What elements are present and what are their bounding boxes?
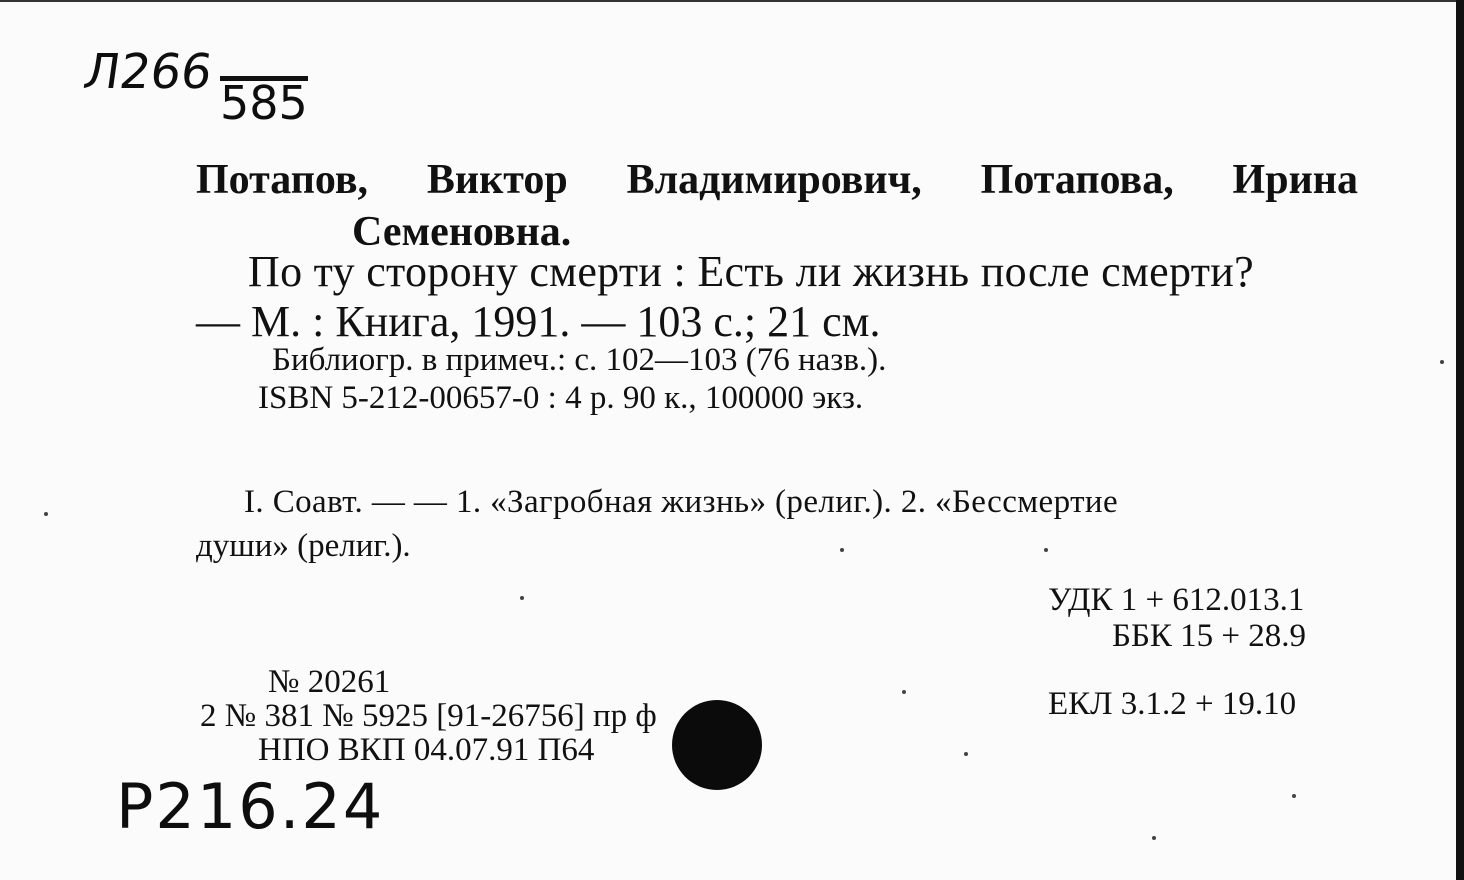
title-statement: По ту сторону смерти : Есть ли жизнь после смерти? [248, 247, 1254, 296]
handwritten-classmark: Р216.24 [116, 770, 385, 843]
bibliography-note: Библиогр. в примеч.: с. 102—103 (76 назв.). [272, 342, 887, 378]
author-heading [196, 156, 1358, 204]
handwritten-number [220, 76, 308, 130]
speck [1044, 548, 1048, 552]
handwritten-shelfmark: Л266 [80, 44, 216, 100]
speck [902, 690, 906, 694]
author-patronymic: Владимирович, [626, 157, 922, 203]
coauthor-patronymic: Семеновна. [352, 209, 572, 255]
speck [1152, 836, 1156, 840]
ekl-code: ЕКЛ 3.1.2 + 19.10 [1048, 686, 1297, 722]
punch-hole [672, 700, 762, 790]
author-surname: Потапов, [196, 157, 369, 203]
right-edge [1456, 0, 1464, 880]
speck [44, 512, 48, 516]
top-edge [0, 0, 1464, 2]
isbn-line: ISBN 5-212-00657-0 : 4 р. 90 к., 100000 экз. [258, 380, 864, 416]
coauthor-surname: Потапова, [980, 157, 1174, 203]
npo-line: НПО ВКП 04.07.91 П64 [258, 732, 595, 768]
speck [964, 752, 968, 756]
author-given: Виктор [426, 157, 568, 203]
subject-tracings: I. Соавт. — — 1. «Загробная жизнь» (религ.). 2. «Бессмертие [244, 484, 1118, 520]
coauthor-given: Ирина [1232, 157, 1358, 203]
print-run-line: 2 № 381 № 5925 [91-26756] пр ф [200, 698, 657, 734]
card-number: № 20261 [268, 664, 391, 700]
subject-tracings-cont: души» (религ.). [196, 528, 411, 564]
imprint-statement: — М. : Книга, 1991. — 103 с.; 21 см. [196, 297, 881, 346]
bbk-code: ББК 15 + 28.9 [1112, 618, 1307, 654]
handwritten-number-text: 585 [220, 76, 308, 130]
udk-code: УДК 1 + 612.013.1 [1048, 582, 1305, 618]
speck [1440, 360, 1444, 364]
speck [1292, 794, 1296, 798]
speck [840, 548, 844, 552]
speck [520, 596, 524, 600]
